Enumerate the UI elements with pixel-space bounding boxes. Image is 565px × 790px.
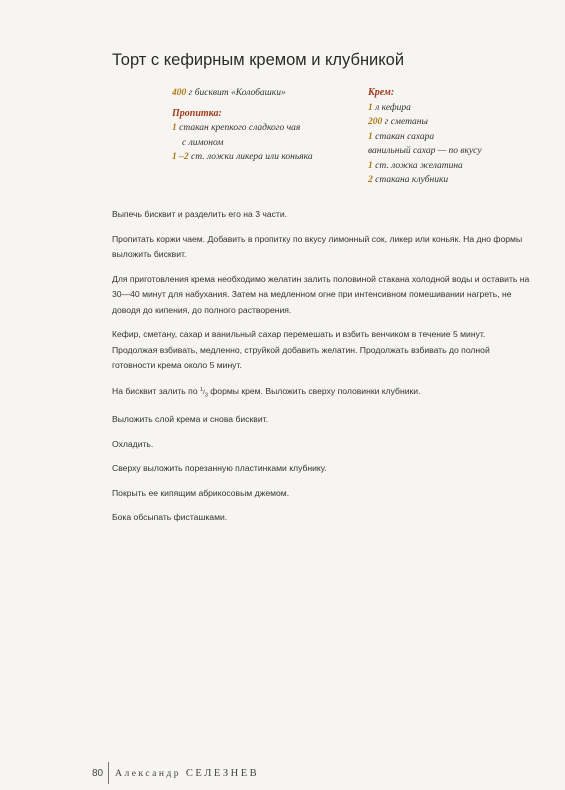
instruction-step: Сверху выложить порезанную пластинками клубнику. <box>112 463 327 474</box>
ingredient-text: ванильный сахар — по вкусу <box>368 146 482 156</box>
ingredients-right <box>368 86 538 188</box>
ingredient-qty: 200 <box>368 117 383 127</box>
ingredient-line <box>172 86 362 101</box>
instruction-step: Выпечь бисквит и разделить его на 3 части. <box>112 209 288 219</box>
ingredient-text: л кефира <box>372 102 411 113</box>
author-last-name: СЕЛЕЗНЕВ <box>185 767 260 779</box>
step-text: На бисквит залить по <box>112 385 200 396</box>
ingredient-continuation: с лимоном <box>182 137 224 148</box>
ingredient-line <box>368 115 538 130</box>
ingredient-text: ст. ложка желатина <box>372 160 463 171</box>
fraction: $^1/_3$ <box>200 386 208 398</box>
ingredients-left <box>172 86 362 165</box>
ingredient-qty: 1 <box>172 123 177 133</box>
fraction-numerator: 1 <box>200 386 204 393</box>
ingredient-line <box>172 150 362 165</box>
author-name <box>115 768 259 779</box>
instructions <box>112 207 532 535</box>
page-number: 80 <box>92 767 104 779</box>
ingredient-text: стакан крепкого сладкого чая <box>176 123 301 133</box>
instruction-step: Бока обсыпать фисташками. <box>112 512 228 523</box>
step-text: формы крем. Выложить сверху половинки клубники. <box>207 385 421 396</box>
fraction-denominator: 3 <box>204 391 208 398</box>
instruction-step: Пропитать коржи чаем. Добавить в пропитку по вкусу лимонный сок, ликер или коньяк. На дно формы выложить бисквит. <box>112 233 523 259</box>
ingredient-line <box>368 130 538 145</box>
ingredient-text: г сметаны <box>382 117 428 127</box>
ingredient-qty: 400 <box>172 88 187 98</box>
ingredient-line <box>368 159 538 174</box>
ingredient-line <box>172 121 362 136</box>
recipe-title: Торт с кефирным кремом и клубникой <box>112 51 405 69</box>
ingredient-line <box>368 144 538 159</box>
instruction-step: Покрыть ее кипящим абрикосовым джемом. <box>112 487 290 498</box>
ingredient-qty: 1 –2 <box>172 152 189 162</box>
instruction-step: Кефир, сметану, сахар и ванильный сахар перемешать и взбить венчиком в течение 5 минут. Продолжая взбивать, медленно, струйкой добавить желатин. Продолжать взбивать до полной готовности крема около 5 минут. <box>112 329 490 370</box>
instruction-step: Выложить слой крема и снова бисквит. <box>112 414 268 425</box>
ingredient-qty: 1 <box>368 102 373 113</box>
ingredient-text: г бисквит «Колобашки» <box>186 88 286 98</box>
ingredient-qty: 1 <box>368 160 373 171</box>
instruction-step <box>112 383 532 404</box>
ingredient-text: стакана клубники <box>372 175 449 185</box>
impregnation-header: Пропитка: <box>172 107 222 119</box>
ingredient-qty: 2 <box>368 175 373 185</box>
page-footer <box>92 762 259 784</box>
ingredient-text: стакан сахара <box>372 131 435 142</box>
ingredient-qty: 1 <box>368 131 373 142</box>
ingredient-text: ст. ложки ликера или коньяка <box>188 152 313 162</box>
footer-divider <box>108 762 109 784</box>
instruction-step: Охладить. <box>112 438 154 449</box>
author-first-name: Александр <box>115 768 182 779</box>
ingredient-line <box>368 101 538 116</box>
instruction-step: Для приготовления крема необходимо желатин залить половиной стакана холодной воды и оставить на 30—40 минут для набухания. Затем на медленном огне при интенсивном помешивании нагреть, не доводя до кипения, до полного растворения. <box>112 273 530 315</box>
cream-header: Крем: <box>368 87 395 98</box>
ingredient-line <box>368 173 538 188</box>
